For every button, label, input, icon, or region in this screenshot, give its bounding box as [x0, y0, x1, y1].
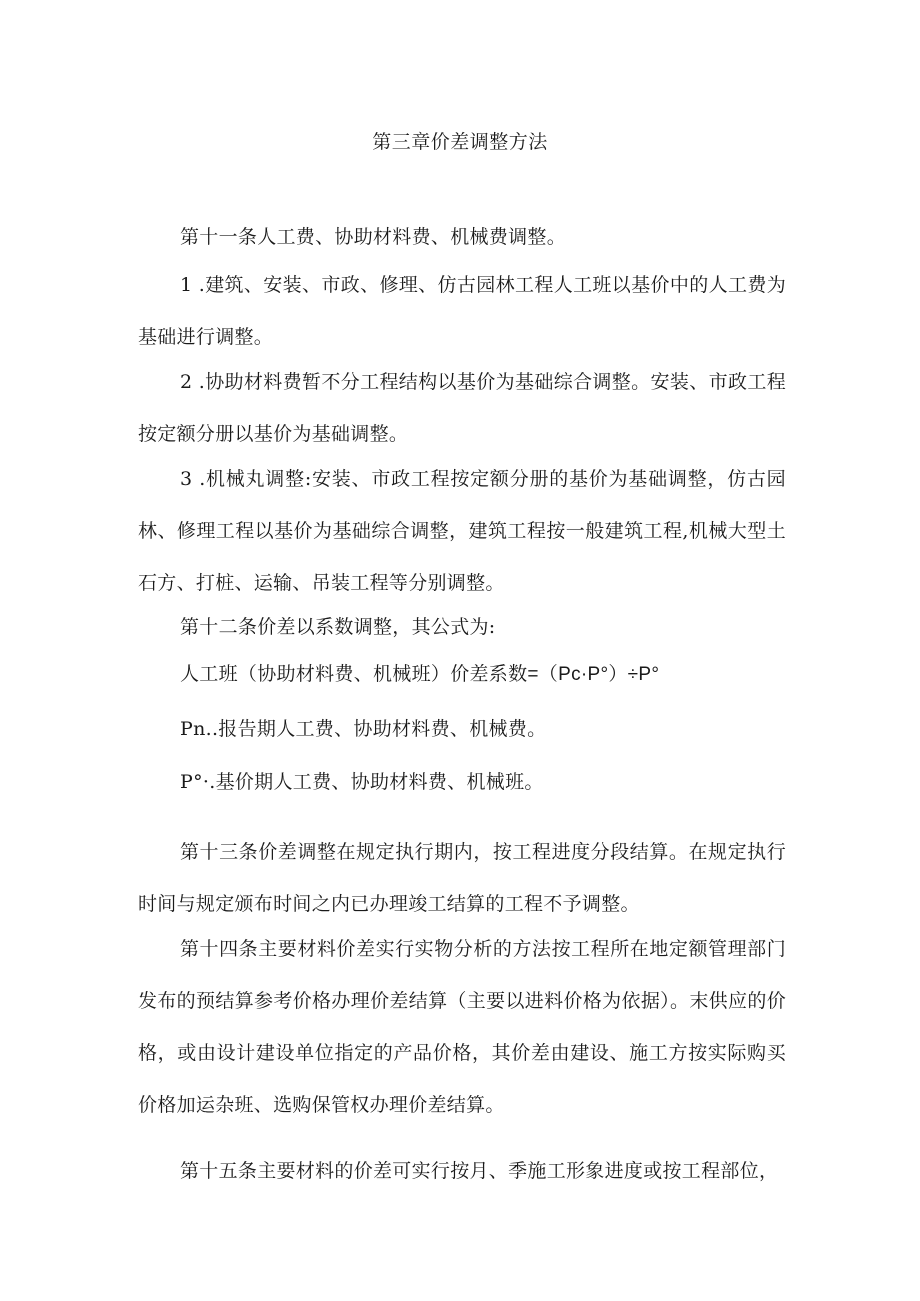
article-15: 第十五条主要材料的价差可实行按月、季施工形象进度或按工程部位， [180, 1160, 779, 1182]
clause-2: 2 .协助材料费暂不分工程结构以基价为基础综合调整。安装、市政工程按定额分册以基价为基础调整。 [138, 371, 786, 445]
clause-3: 3 .机械丸调整:安装、市政工程按定额分册的基价为基础调整，仿古园林、修理工程以基价为基础综合调整，建筑工程按一般建筑工程,机械大型土石方、打桩、运输、吊装工程等分别调整。 [138, 468, 786, 594]
article-11: 第十一条人工费、协助材料费、机械费调整。 [180, 226, 567, 248]
chapter-title: 第三章价差调整方法 [372, 131, 548, 153]
article-13: 第十三条价差调整在规定执行期内，按工程进度分段结算。在规定执行时间与规定颁布时间之内已办理竣工结算的工程不予调整。 [138, 841, 786, 915]
formula-definition-p0: P°·.基价期人工费、协助材料费、机械班。 [180, 771, 544, 793]
formula-line: 人工班（协助材料费、机械班）价差系数=（Pc·P°）÷P° [180, 664, 660, 685]
article-12: 第十二条价差以系数调整，其公式为: [180, 616, 496, 638]
clause-1: 1 .建筑、安装、市政、修理、仿古园林工程人工班以基价中的人工费为基础进行调整。 [138, 274, 786, 348]
article-14: 第十四条主要材料价差实行实物分析的方法按工程所在地定额管理部门发布的预结算参考价格办理价差结算（主要以进料价格为依据）。末供应的价格，或由设计建设单位指定的产品价格，其价差由建设、施工方按实际购买价格加运杂班、选购保管权办理价差结算。 [138, 938, 786, 1116]
formula-definition-pn: Pn..报告期人工费、协助材料费、机械费。 [180, 718, 547, 740]
